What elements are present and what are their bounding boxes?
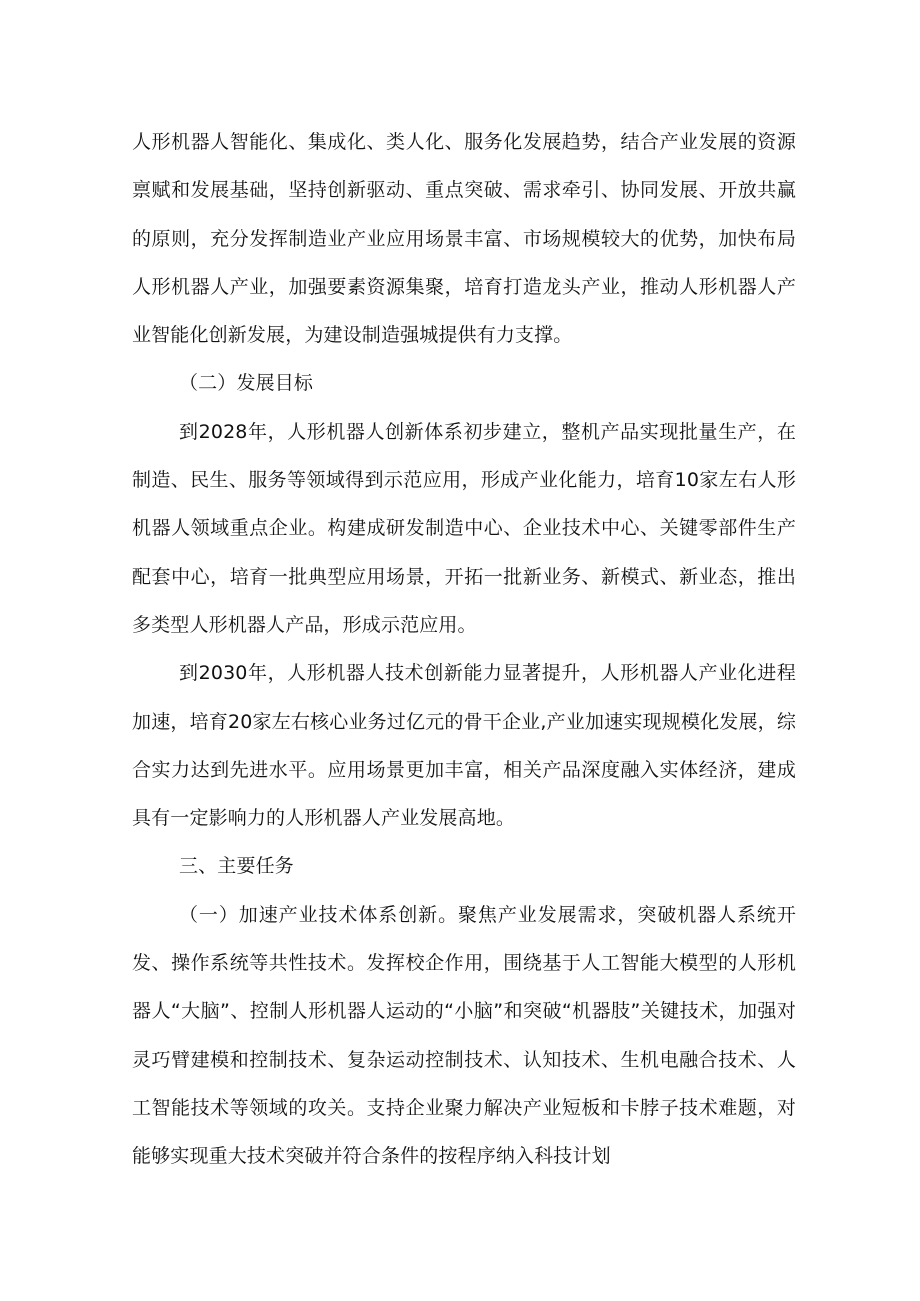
document-body: [132, 118, 796, 1181]
paragraph-development-principle: 人形机器人智能化、集成化、类人化、服务化发展趋势，结合产业发展的资源禀赋和发展基础，坚持创新驱动、重点突破、需求牵引、协同发展、开放共赢的原则，充分发挥制造业产业应用场景丰富、市场规模较大的优势，加快布局人形机器人产业，加强要素资源集聚，培育打造龙头产业，推动人形机器人产业智能化创新发展，为建设制造强城提供有力支撑。: [132, 131, 796, 347]
paragraph-goal-2028: 到2028年，人形机器人创新体系初步建立，整机产品实现批量生产，在制造、民生、服务等领域得到示范应用，形成产业化能力，培育10家左右人形机器人领域重点企业。构建成研发制造中心、企业技术中心、关键零部件生产配套中心，培育一批典型应用场景，开拓一批新业务、新模式、新业态，推出多类型人形机器人产品，形成示范应用。: [132, 420, 796, 636]
paragraph-goal-2030: 到2030年，人形机器人技术创新能力显著提升，人形机器人产业化进程加速，培育20家左右核心业务过亿元的骨干企业,产业加速实现规模化发展，综合实力达到先进水平。应用场景更加丰富，相关产品深度融入实体经济，建成具有一定影响力的人形机器人产业发展高地。: [132, 662, 796, 830]
heading-main-tasks: 三、主要任务: [179, 855, 294, 878]
paragraph-task-technology-innovation: （一）加速产业技术体系创新。聚焦产业发展需求，突破机器人系统开发、操作系统等共性技术。发挥校企作用，围绕基于人工智能大模型的人形机器人“大脑”、控制人形机器人运动的“小脑”和突破“机器肢”关键技术，加强对灵巧臂建模和控制技术、复杂运动控制技术、认知技术、生机电融合技术、人工智能技术等领域的攻关。支持企业聚力解决产业短板和卡脖子技术难题，对能够实现重大技术突破并符合条件的按程序纳入科技计划: [132, 903, 796, 1168]
heading-development-goals: （二）发展目标: [179, 372, 314, 395]
